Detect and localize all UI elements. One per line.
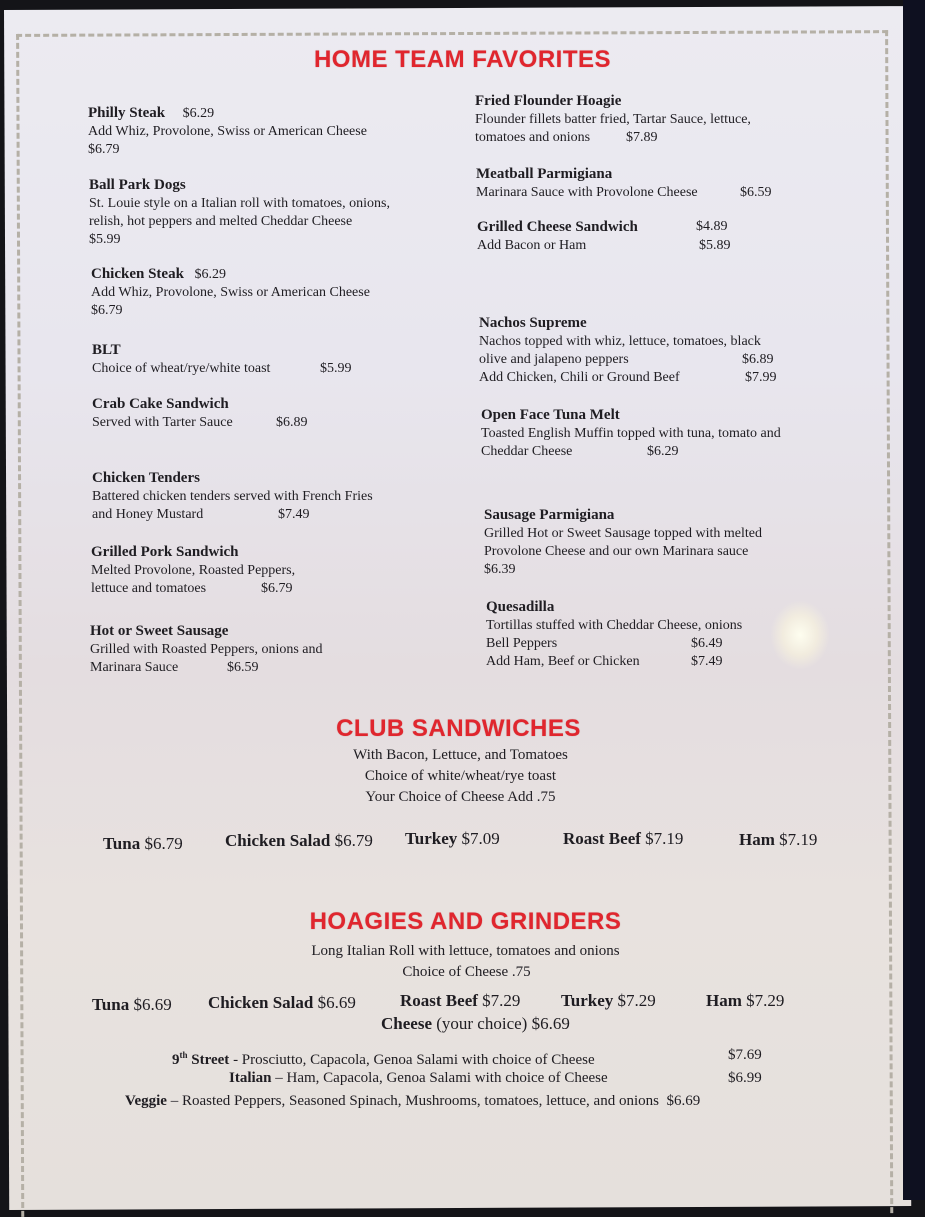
item-price: $7.69: [728, 1047, 762, 1063]
item-price: $6.59: [740, 185, 772, 200]
item-desc: Add Whiz, Provolone, Swiss or American Cheese: [91, 285, 370, 300]
item-name: 9: [172, 1052, 180, 1068]
item-name: Chicken Steak: [91, 266, 184, 282]
item-price: $4.89: [696, 219, 728, 234]
hoagie-item-turkey: [561, 991, 656, 1011]
item-desc: Bell Peppers: [486, 636, 558, 651]
item-price: $5.99: [320, 361, 352, 376]
item-name: Hot or Sweet Sausage: [90, 623, 229, 639]
item-name: Quesadilla: [486, 599, 555, 615]
club-item-ham: [739, 830, 817, 850]
menu-item-meatball-parmigiana: [476, 165, 836, 202]
item-price-alt: $7.99: [745, 370, 777, 385]
item-price: $6.29: [647, 444, 679, 459]
club-item-roast-beef: [563, 829, 683, 849]
item-price: $6.59: [227, 660, 259, 675]
item-price: $6.79: [334, 831, 373, 850]
item-desc: Flounder fillets batter fried, Tartar Sauce, lettuce,: [475, 112, 751, 127]
item-price: $7.29: [482, 991, 521, 1010]
item-desc: Tortillas stuffed with Cheddar Cheese, onions: [486, 618, 743, 633]
item-price: $7.89: [626, 130, 658, 145]
item-name: Ham: [739, 830, 775, 849]
item-desc: relish, hot peppers and melted Cheddar Cheese: [89, 214, 353, 229]
hoagie-item-cheese: [381, 1014, 570, 1034]
item-price: $7.29: [746, 991, 785, 1010]
item-price: $7.19: [779, 830, 818, 849]
item-name: Nachos Supreme: [479, 315, 587, 331]
item-price: $5.99: [89, 232, 121, 247]
item-price: $7.29: [617, 991, 656, 1010]
item-name: Chicken Tenders: [92, 470, 200, 486]
hoagie-item-chicken-salad: [208, 993, 356, 1013]
item-desc: olive and jalapeno peppers: [479, 352, 629, 367]
item-name-rest: Street: [187, 1052, 230, 1068]
hoagie-item-roast-beef: [400, 991, 520, 1011]
item-name: Ball Park Dogs: [89, 177, 186, 193]
item-desc: Nachos topped with whiz, lettuce, tomatoes, black: [479, 334, 761, 349]
dark-background-edge: [903, 0, 925, 1200]
item-price: $6.49: [691, 636, 723, 651]
item-price-alt: $5.89: [699, 238, 731, 253]
item-name: Cheese: [381, 1014, 432, 1033]
item-desc: – Ham, Capacola, Genoa Salami with choice of Cheese: [271, 1070, 608, 1086]
item-desc: Add Bacon or Ham: [477, 238, 587, 253]
item-desc: lettuce and tomatoes: [91, 581, 207, 596]
hoagie-special-9th-street: [172, 1046, 762, 1069]
hoagies-desc-line: Long Italian Roll with lettuce, tomatoes and onions: [311, 943, 620, 959]
hoagie-item-ham: [706, 991, 784, 1011]
item-desc: Battered chicken tenders served with French Fries: [92, 489, 373, 504]
item-desc: St. Louie style on a Italian roll with tomatoes, onions,: [89, 196, 390, 211]
item-name: Philly Steak: [88, 105, 166, 121]
menu-item-grilled-pork-sandwich: [91, 543, 391, 598]
menu-item-nachos-supreme: [479, 314, 839, 387]
item-price: $7.49: [278, 507, 310, 522]
item-name: Veggie: [125, 1093, 167, 1109]
item-price: $6.69: [133, 995, 172, 1014]
item-name-suffix: th: [179, 1050, 188, 1060]
item-desc: – Roasted Peppers, Seasoned Spinach, Mushrooms, tomatoes, lettuce, and onions: [166, 1093, 659, 1109]
menu-item-fried-flounder-hoagie: [475, 92, 835, 147]
item-price-alt: $6.79: [91, 303, 123, 318]
menu-item-philly-steak: [88, 104, 367, 159]
item-name: Grilled Cheese Sandwich: [477, 219, 638, 235]
club-item-chicken-salad: [225, 831, 373, 851]
item-name: Crab Cake Sandwich: [92, 396, 229, 412]
item-price: $6.89: [276, 415, 308, 430]
item-name: Roast Beef: [400, 991, 478, 1010]
menu-item-blt: [92, 341, 372, 378]
item-desc: Add Whiz, Provolone, Swiss or American Cheese: [88, 124, 367, 139]
item-desc: and Honey Mustard: [92, 507, 204, 522]
item-name: Turkey: [561, 991, 614, 1010]
item-price: $6.79: [261, 581, 293, 596]
hoagie-item-tuna: [92, 995, 172, 1015]
item-name: Grilled Pork Sandwich: [91, 544, 239, 560]
item-price: $6.69: [317, 993, 356, 1012]
item-desc: Choice of wheat/rye/white toast: [92, 361, 271, 376]
item-desc: Marinara Sauce: [90, 660, 179, 675]
menu-item-chicken-tenders: [92, 469, 432, 524]
club-desc-line: Choice of white/wheat/rye toast: [364, 768, 557, 784]
item-name: Tuna: [92, 995, 130, 1014]
item-price: $7.19: [645, 829, 684, 848]
club-desc-line: Your Choice of Cheese Add .75: [365, 789, 556, 805]
menu-item-sausage-parmigiana: [484, 506, 844, 579]
item-desc: - Prosciutto, Capacola, Genoa Salami with choice of Cheese: [229, 1052, 595, 1068]
item-name: Sausage Parmigiana: [484, 507, 615, 523]
item-price: $6.39: [484, 562, 516, 577]
item-price: $6.29: [194, 267, 226, 282]
item-name: Ham: [706, 991, 742, 1010]
item-price: $7.09: [461, 829, 500, 848]
item-name: Chicken Salad: [225, 831, 331, 850]
section-heading-club: CLUB SANDWICHES: [336, 715, 581, 742]
item-price: $6.99: [728, 1070, 762, 1086]
menu-item-crab-cake-sandwich: [92, 395, 372, 432]
item-price: $6.79: [144, 834, 183, 853]
club-desc-line: With Bacon, Lettuce, and Tomatoes: [353, 747, 568, 763]
item-desc: Grilled with Roasted Peppers, onions and: [90, 642, 323, 657]
item-price-alt: $6.79: [88, 142, 120, 157]
hoagies-desc-line: Choice of Cheese .75: [402, 964, 531, 980]
section-heading-hoagies: HOAGIES AND GRINDERS: [309, 908, 622, 935]
item-name: Open Face Tuna Melt: [481, 407, 620, 423]
item-name: Meatball Parmigiana: [476, 166, 613, 182]
item-desc: Served with Tarter Sauce: [92, 415, 233, 430]
item-name: BLT: [92, 342, 121, 358]
item-price: $6.69: [666, 1093, 701, 1109]
item-name: Fried Flounder Hoagie: [475, 93, 622, 109]
item-name: Italian: [229, 1070, 272, 1086]
item-desc: Toasted English Muffin topped with tuna, tomato and: [481, 426, 781, 441]
item-name: Chicken Salad: [208, 993, 314, 1012]
item-desc: Marinara Sauce with Provolone Cheese: [476, 185, 698, 200]
item-desc: tomatoes and onions: [475, 130, 591, 145]
item-desc: Cheddar Cheese: [481, 444, 573, 459]
menu-item-ball-park-dogs: [89, 176, 390, 249]
item-price: $6.29: [182, 106, 215, 121]
item-name: Tuna: [103, 834, 141, 853]
item-desc: Add Ham, Beef or Chicken: [486, 654, 640, 669]
menu-item-open-face-tuna-melt: [481, 406, 841, 461]
hoagie-special-italian: [229, 1069, 762, 1087]
item-name: Turkey: [405, 829, 458, 848]
section-heading-home-team: HOME TEAM FAVORITES: [313, 46, 612, 73]
item-price-alt: $7.49: [691, 654, 723, 669]
club-item-tuna: [103, 834, 183, 854]
item-desc: Provolone Cheese and our own Marinara sauce: [484, 544, 749, 559]
item-price: $6.89: [742, 352, 774, 367]
item-desc: Add Chicken, Chili or Ground Beef: [479, 370, 680, 385]
menu-item-quesadilla: [486, 598, 826, 671]
club-item-turkey: [405, 829, 500, 849]
menu-item-grilled-cheese-sandwich: [477, 218, 837, 255]
item-desc: Melted Provolone, Roasted Peppers,: [91, 563, 296, 578]
menu-item-hot-or-sweet-sausage: [90, 622, 390, 677]
item-desc: Grilled Hot or Sweet Sausage topped with melted: [484, 526, 762, 541]
hoagie-special-veggie: [125, 1092, 700, 1110]
item-desc: (your choice) $6.69: [436, 1014, 570, 1033]
item-name: Roast Beef: [563, 829, 641, 848]
menu-item-chicken-steak: [91, 265, 370, 320]
